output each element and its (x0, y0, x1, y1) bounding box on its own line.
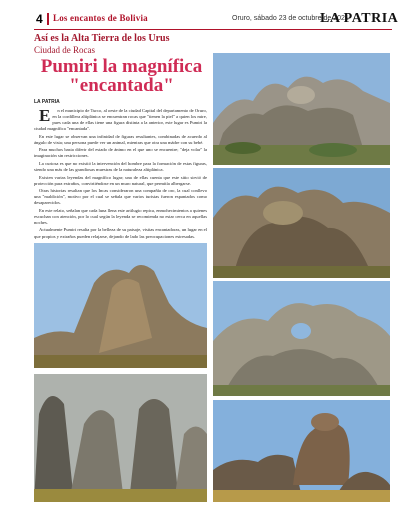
paragraph: Para muchos basta diferir del estado de ánimo en el que uno se encuentre; "deja volar" la imaginación sin restricciones. (34, 147, 207, 159)
paragraph: Existen varias leyendas del magnífico lugar; una de ellas cuenta que este sitio sirvió de protección para extraños, convirtiéndose en un muro natural, que permitía albergarse. (34, 174, 207, 186)
article-kicker: Así es la Alta Tierra de los Urus (34, 33, 170, 44)
article-headline (34, 57, 209, 95)
photo-rocks-shrubs (213, 53, 390, 165)
paragraph: E n el municipio de Turco, al oeste de la ciudad Capital del departamento de Oruro, en la cordillera altiplánica se encuentran rocas que "tienen la piel" a quien los mire, pues cada una de ellas tiene una figura distinta a la anterior, este lugar es Pumiri la ciudad magnífica "encantada". (34, 108, 207, 132)
paragraph: Otras historias resaltan que los Incas consideraron una compañía de oro, la cual conllevo una "maldición", motivo por el cual se señala que varios turistas fueron espantados como desaparecidos. (34, 188, 207, 206)
header-rule (34, 29, 392, 30)
photo-rock-tower (34, 243, 207, 368)
page-header (0, 0, 420, 30)
headline-line-1: Pumiri la magnífica (40, 56, 203, 77)
headline-line-2: "encantada" (69, 75, 174, 96)
newspaper-logo: LA PATRIA (320, 11, 399, 26)
paragraph: La curiosa es que no existió la intervención del hombre para la formación de estas figuras, siendo una más de las grandiosas muestras de la naturaleza altiplánica. (34, 160, 207, 173)
drop-cap: E (39, 108, 51, 125)
section-title: Los encantos de Bolivia (53, 13, 148, 23)
section-divider (47, 13, 49, 25)
article-body (34, 108, 207, 240)
photo-rock-spires (34, 374, 207, 502)
byline: LA PATRIA (34, 99, 60, 105)
photo-rock-cluster (213, 168, 390, 278)
photo-balanced-rocks (213, 400, 390, 502)
paragraph: En este relato, señalan que cada luna llena este artilugio repica, enmohecimientos a quienes escuchan con atención, por lo cual según la leyenda se recomienda no estar cerca en aquellas noches. (34, 207, 207, 225)
article-subkicker: Ciudad de Rocas (34, 45, 95, 55)
photo-rock-arch (213, 281, 390, 396)
paragraph: Actualmente Pumiri resalta por la belleza de su paisaje, visitas encantadoras, un lugar en el que propios y extraños pueden relajarse, dejando de lado las preocupaciones estresadas. (34, 227, 207, 239)
page-number: 4 (36, 12, 43, 26)
paragraph: En este lugar se observan una infinidad de figuras resultantes, combinadas de acuerdo al ángulo de vista; una persona puede ver un animal, mientras que otra una mádre con su bebé. (34, 133, 207, 145)
dateline: Oruro, sábado 23 de octubre de 2021 (232, 15, 349, 22)
